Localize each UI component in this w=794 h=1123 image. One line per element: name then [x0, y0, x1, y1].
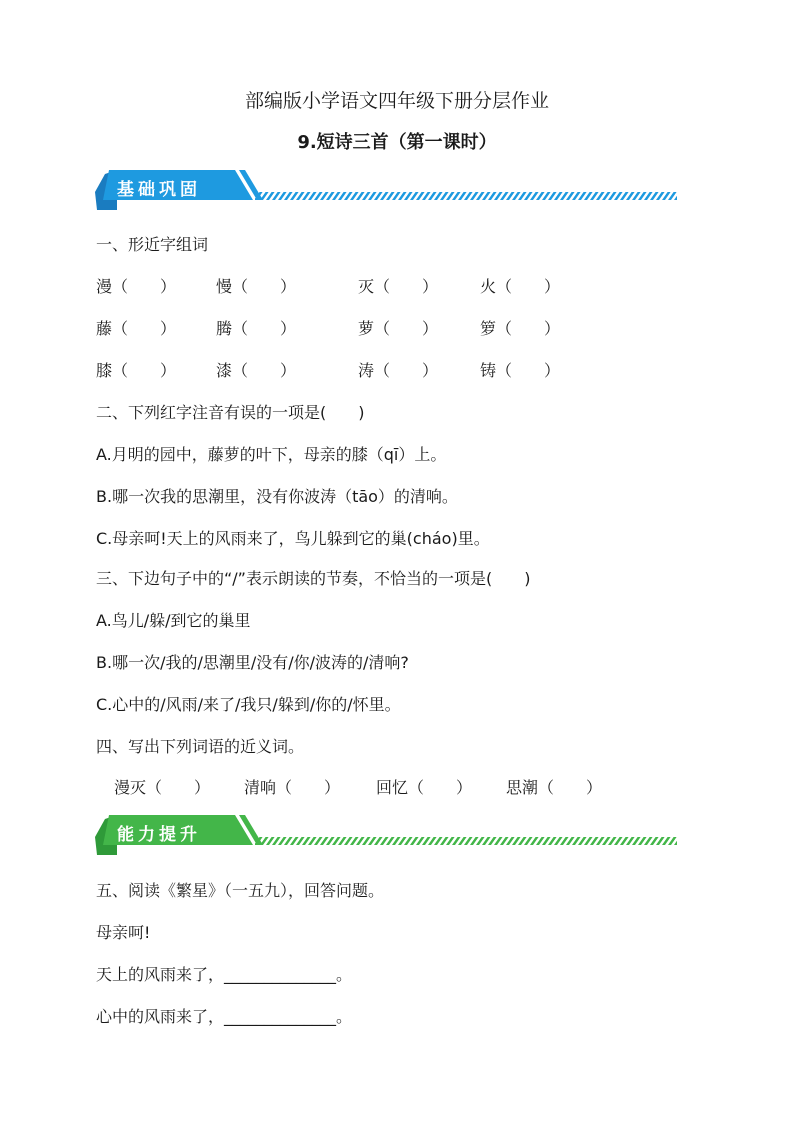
q2-option-a: A.月明的园中，藤萝的叶下，母亲的膝（qī）上。	[96, 445, 447, 464]
q5-heading: 五、阅读《繁星》（一五九），回答问题。	[96, 881, 385, 900]
q1-item: 箩（ ）	[480, 319, 561, 338]
banner-basic-label: 基础巩固	[117, 180, 201, 200]
q2-heading: 二、下列红字注音有误的一项是( )	[96, 403, 365, 422]
q5-line-2: 天上的风雨来了，______________。	[96, 965, 353, 984]
q3-option-c: C.心中的/风雨/来了/我只/躲到/你的/怀里。	[96, 695, 401, 714]
q1-item: 藤（ ）	[96, 319, 177, 338]
q1-item: 腾（ ）	[216, 319, 297, 338]
q4-item: 回忆（ ）	[376, 778, 473, 797]
q4-heading: 四、写出下列词语的近义词。	[96, 737, 305, 756]
q1-item: 膝（ ）	[96, 361, 177, 380]
q3-option-a: A.鸟儿/躲/到它的巢里	[96, 611, 251, 630]
q3-option-b: B.哪一次/我的/思潮里/没有/你/波涛的/清响?	[96, 653, 409, 672]
section-banner-advanced	[95, 815, 680, 851]
q2-option-b: B.哪一次我的思潮里，没有你波涛（tāo）的清响。	[96, 487, 458, 506]
q3-heading: 三、下边句子中的“/”表示朗读的节奏，不恰当的一项是( )	[96, 569, 531, 588]
page-title: 部编版小学语文四年级下册分层作业	[244, 90, 549, 112]
q1-heading: 一、形近字组词	[96, 235, 209, 254]
q1-item: 涛（ ）	[358, 361, 439, 380]
q1-item: 萝（ ）	[358, 319, 439, 338]
q5-line-3: 心中的风雨来了，______________。	[96, 1007, 353, 1026]
q1-item: 漆（ ）	[216, 361, 297, 380]
q4-item: 清响（ ）	[244, 778, 341, 797]
lesson-subtitle: 9.短诗三首（第一课时）	[297, 132, 497, 153]
q1-item: 漫（ ）	[96, 277, 177, 296]
q2-option-c: C.母亲呵!天上的风雨来了，鸟儿躲到它的巢(cháo)里。	[96, 529, 490, 548]
q4-item: 漫灭（ ）	[114, 778, 211, 797]
q4-item: 思潮（ ）	[506, 778, 603, 797]
q5-line-1: 母亲呵!	[96, 923, 151, 942]
q1-item: 灭（ ）	[358, 277, 439, 296]
q1-item: 慢（ ）	[216, 277, 297, 296]
q1-item: 铸（ ）	[480, 361, 561, 380]
section-banner-basic	[95, 170, 680, 206]
q1-item: 火（ ）	[480, 277, 561, 296]
banner-advanced-label: 能力提升	[117, 825, 201, 845]
